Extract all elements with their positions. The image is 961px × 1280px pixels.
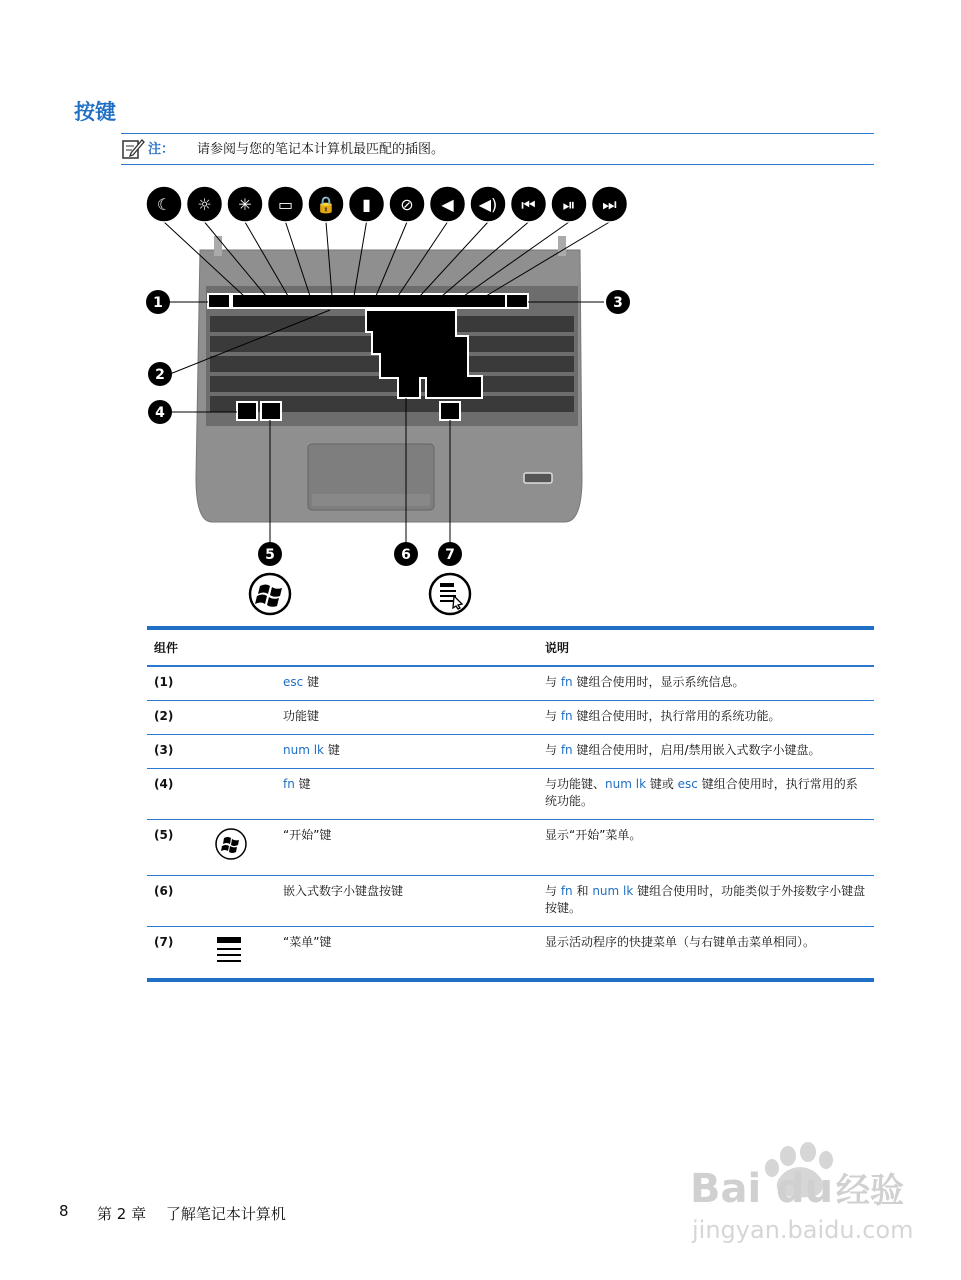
key-suffix: 键 bbox=[324, 743, 340, 757]
svg-text:☼: ☼ bbox=[197, 195, 212, 214]
application-menu-icon bbox=[430, 574, 470, 614]
row-name bbox=[276, 666, 538, 701]
numlk-key-box bbox=[506, 294, 528, 308]
windows-start-icon bbox=[214, 827, 248, 861]
fingerprint-reader bbox=[524, 473, 552, 483]
baidu-watermark bbox=[690, 1140, 920, 1250]
svg-text:⏯: ⏯ bbox=[562, 195, 576, 214]
application-menu-icon bbox=[214, 934, 244, 964]
table-row bbox=[147, 666, 874, 701]
svg-text:◀: ◀ bbox=[441, 195, 454, 214]
battery-icon bbox=[349, 186, 385, 222]
key-term: num lk bbox=[283, 743, 324, 757]
chapter-footer: 第 2 章 了解笔记本计算机 bbox=[97, 1205, 286, 1223]
row-number: (7) bbox=[147, 927, 207, 981]
brightness-down-icon bbox=[187, 186, 223, 222]
play-pause-icon bbox=[551, 186, 587, 222]
svg-text:2: 2 bbox=[155, 367, 165, 383]
svg-text:✳: ✳ bbox=[238, 195, 252, 214]
row-number: (5) bbox=[147, 820, 207, 876]
function-keys-box bbox=[232, 294, 506, 308]
row-number: (2) bbox=[147, 701, 207, 735]
callout-5 bbox=[258, 542, 282, 566]
lock-icon bbox=[308, 186, 344, 222]
row-icon-cell bbox=[207, 820, 276, 876]
esc-key-box bbox=[208, 294, 230, 308]
callout-4 bbox=[148, 400, 172, 424]
row-icon-cell bbox=[207, 927, 276, 981]
svg-text:▭: ▭ bbox=[277, 195, 294, 214]
keyboard-diagram bbox=[140, 178, 660, 618]
note-label: 注： bbox=[148, 142, 175, 157]
svg-text:6: 6 bbox=[401, 547, 411, 563]
row-number: (4) bbox=[147, 769, 207, 820]
windows-key-box bbox=[261, 402, 281, 420]
svg-text:▮: ▮ bbox=[362, 195, 371, 214]
row-icon-cell bbox=[207, 701, 276, 735]
svg-text:3: 3 bbox=[613, 295, 623, 311]
row-description: 与 fn 和 num lk 键组合使用时，功能类似于外接数字小键盘按键。 bbox=[538, 876, 874, 927]
svg-text:◀): ◀) bbox=[478, 195, 498, 214]
row-name bbox=[276, 735, 538, 769]
key-suffix: 键 bbox=[303, 675, 320, 689]
row-name: “菜单”键 bbox=[276, 927, 538, 981]
row-icon-cell bbox=[207, 666, 276, 701]
table-row bbox=[147, 735, 874, 769]
display-switch-icon bbox=[268, 186, 304, 222]
svg-text:jingyan.baidu.com: jingyan.baidu.com bbox=[692, 1216, 914, 1244]
row-icon-cell bbox=[207, 769, 276, 820]
svg-text:du: du bbox=[776, 1166, 834, 1212]
sleep-icon bbox=[146, 186, 182, 222]
key-suffix: 键 bbox=[294, 777, 311, 791]
windows-start-icon bbox=[250, 574, 290, 614]
table-row bbox=[147, 927, 874, 981]
brightness-up-icon bbox=[227, 186, 263, 222]
row-name bbox=[276, 769, 538, 820]
row-description: 显示活动程序的快捷菜单（与右键单击菜单相同）。 bbox=[538, 927, 874, 981]
callout-6 bbox=[394, 542, 418, 566]
menu-key-box bbox=[440, 402, 460, 420]
row-name: 嵌入式数字小键盘按键 bbox=[276, 876, 538, 927]
callout-1 bbox=[146, 290, 170, 314]
volume-down-icon bbox=[430, 186, 466, 222]
svg-text:7: 7 bbox=[445, 547, 455, 563]
row-number: (1) bbox=[147, 666, 207, 701]
row-number: (6) bbox=[147, 876, 207, 927]
row-icon-cell bbox=[207, 876, 276, 927]
svg-text:⊘: ⊘ bbox=[400, 195, 414, 214]
svg-text:⏮: ⏮ bbox=[521, 195, 536, 214]
note-text: 请参阅与您的笔记本计算机最匹配的插图。 bbox=[197, 142, 445, 157]
svg-text:5: 5 bbox=[265, 547, 275, 563]
keys-table bbox=[147, 626, 874, 982]
callout-3 bbox=[606, 290, 630, 314]
table-header-row bbox=[147, 628, 874, 666]
row-name: 功能键 bbox=[276, 701, 538, 735]
row-number: (3) bbox=[147, 735, 207, 769]
svg-text:经验: 经验 bbox=[836, 1171, 904, 1211]
table-row bbox=[147, 820, 874, 876]
svg-text:⏭: ⏭ bbox=[602, 195, 617, 214]
volume-up-icon bbox=[470, 186, 506, 222]
previous-track-icon bbox=[511, 186, 547, 222]
note-pencil-icon bbox=[121, 136, 145, 160]
callout-2 bbox=[148, 362, 172, 386]
callout-7 bbox=[438, 542, 462, 566]
row-icon-cell bbox=[207, 735, 276, 769]
next-track-icon bbox=[592, 186, 628, 222]
svg-text:4: 4 bbox=[155, 405, 165, 421]
row-description: 与功能键、num lk 键或 esc 键组合使用时，执行常用的系统功能。 bbox=[538, 769, 874, 820]
svg-text:☾: ☾ bbox=[156, 195, 172, 214]
row-description: 与 fn 键组合使用时，启用/禁用嵌入式数字小键盘。 bbox=[538, 735, 874, 769]
mute-icon bbox=[389, 186, 425, 222]
page-number: 8 bbox=[59, 1202, 69, 1220]
fn-key-box bbox=[237, 402, 257, 420]
svg-text:🔒: 🔒 bbox=[316, 195, 336, 214]
row-description: 与 fn 键组合使用时，显示系统信息。 bbox=[538, 666, 874, 701]
table-row bbox=[147, 701, 874, 735]
svg-text:Bai: Bai bbox=[690, 1166, 762, 1212]
key-term: esc bbox=[283, 675, 304, 689]
key-term: fn bbox=[283, 777, 295, 791]
section-heading: 按键 bbox=[74, 100, 116, 124]
row-description: 显示“开始”菜单。 bbox=[538, 820, 874, 876]
table-row bbox=[147, 876, 874, 927]
note-box bbox=[121, 133, 874, 165]
header-component: 组件 bbox=[147, 628, 538, 666]
svg-text:1: 1 bbox=[153, 295, 163, 311]
row-name: “开始”键 bbox=[276, 820, 538, 876]
header-description: 说明 bbox=[538, 628, 874, 666]
row-description: 与 fn 键组合使用时，执行常用的系统功能。 bbox=[538, 701, 874, 735]
table-row bbox=[147, 769, 874, 820]
